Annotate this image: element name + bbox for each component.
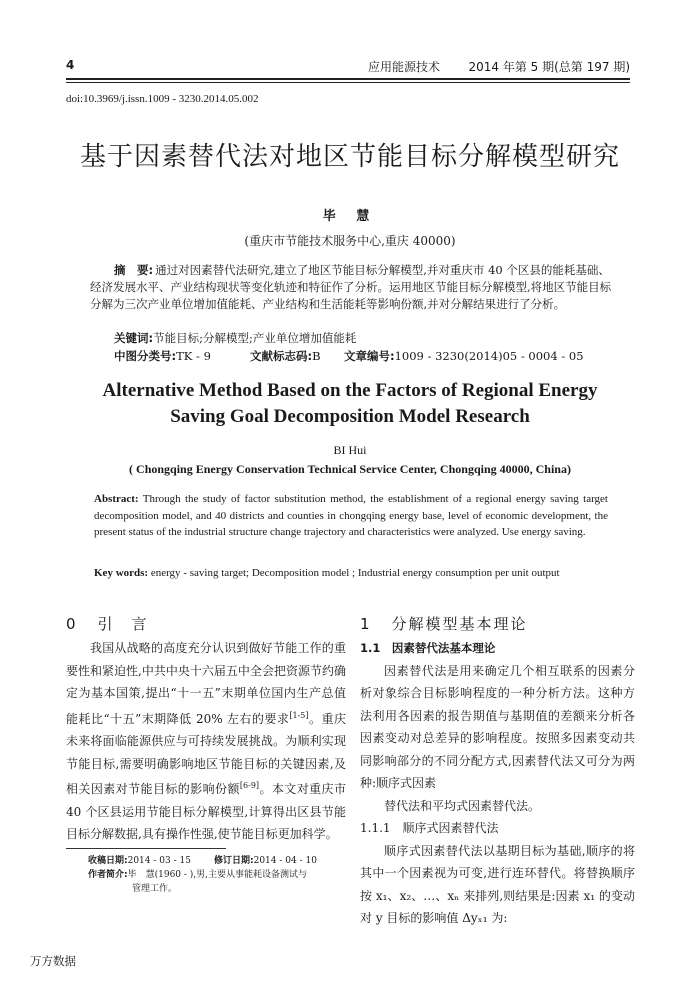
section-heading-theory: 1 分解模型基本理论 — [360, 615, 528, 633]
journal-name: 应用能源技术 — [368, 60, 441, 74]
chinese-title: 基于因素替代法对地区节能目标分解模型研究 — [79, 142, 620, 172]
english-affiliation: ( Chongqing Energy Conservation Technical Service Center, Chongqing 40000, China) — [129, 462, 571, 476]
watermark: 万方数据 — [30, 954, 76, 968]
chinese-author: 毕 慧 — [322, 209, 378, 224]
issue-info: 2014 年第 5 期(总第 197 期) — [468, 60, 630, 74]
section-heading-introduction: 0 引 言 — [66, 615, 149, 633]
subsubsection-heading: 1.1.1 顺序式因素替代法 — [360, 821, 499, 835]
doi: doi:10.3969/j.issn.1009 - 3230.2014.05.002 — [66, 93, 259, 105]
keywords-label: 关键词: — [114, 331, 154, 345]
abstract-text: 通过对因素替代法研究,建立了地区节能目标分解模型,并对重庆市 40 个区县的能耗基础、经济发展水平、产业结构现状等变化轨迹和特征作了分析。运用地区节能目标分解模型,将地区节能目标分解为三次产业单位增加值能耗、产业结构和生活能耗等影响份额,并对分解结果进行了分析。 — [90, 263, 612, 311]
running-header — [66, 58, 630, 76]
page-number: 4 — [66, 58, 75, 72]
theory-paragraph: 因素替代法是用来确定几个相互联系的因素分析对象综合目标影响程度的一种分析方法。这种方法利用各因素的报告期值与基期值的差额来分析各因素变动对总差异的影响程度。按照多因素变动共同影响部分的不同分配方式,因素替代法又可分为两种:顺序式因素 — [360, 663, 635, 790]
footnote-rule — [66, 848, 226, 849]
revised-date: 修订日期:2014 - 04 - 10 — [214, 856, 317, 866]
citation: [1-5] — [289, 710, 309, 720]
author-bio: 作者简介:毕 慧(1960 - ),男,主要从事能耗设备测试与 — [88, 870, 308, 880]
received-date: 收稿日期:2014 - 03 - 15 — [88, 856, 191, 866]
chinese-keywords — [114, 330, 356, 347]
article-number: 文章编号:1009 - 3230(2014)05 - 0004 - 05 — [344, 349, 584, 363]
citation: [6-9] — [239, 781, 260, 790]
clc-number: 中图分类号:TK - 9 — [114, 349, 211, 363]
keywords-text: 节能目标;分解模型;产业单位增加值能耗 — [153, 331, 357, 345]
english-keywords-text: energy - saving target; Decomposition model ; Industrial energy consumption per unit output — [148, 567, 560, 579]
abstract-label: 摘 要: — [114, 263, 154, 277]
right-column — [360, 611, 635, 930]
english-keywords-label: Key words: — [94, 567, 149, 579]
left-column — [66, 611, 346, 846]
author-bio-cont: 管理工作。 — [132, 884, 178, 894]
document-code: 文献标志码:B — [250, 349, 321, 363]
english-keywords — [94, 565, 608, 582]
introduction-paragraph: 我国从战略的高度充分认识到做好节能工作的重要性和紧迫性,中共中央十六届五中全会把资源节约确定为基本国策,提出“十一五”末期单位国内生产总值能耗比“十五”末期降低 20% 左右的要求[1-5]。重庆未来将面临能源供应与可持续发展挑战。为顺利实现节能目标,需要明确影响地区节能目标的关键因素,及相关因素对节能目标的影响份额[6-9]。本文对重庆市 40 个区县运用节能目标分解模型,计算得出区县节能目标分解数据,具有操作性强,使节能目标更加科学。 — [66, 641, 346, 841]
sequential-method-paragraph: 顺序式因素替代法以基期目标为基础,顺序的将其中一个因素视为可变,进行连环替代。将替换顺序按 x₁、x₂、…、xₙ 来排列,则结果是:因素 x₁ 的变动对 y 目标的影响值 Δyₓ₁ 为: — [360, 843, 635, 925]
chinese-abstract-body — [90, 262, 618, 313]
english-abstract-text: Through the study of factor substitution method, the establishment of a regional energy saving target decomposition model, and 40 districts and counties in chongqing energy base, level of economic development, the present status of the industrial structure change trajectory and characteristics were analyzed. Use energy saving. — [94, 493, 608, 538]
english-author: BI Hui — [333, 443, 367, 457]
footnote — [66, 854, 346, 896]
header-rule — [66, 78, 630, 80]
chinese-abstract — [90, 262, 618, 363]
header-rule-thin — [66, 82, 630, 83]
english-abstract-label: Abstract: — [94, 493, 139, 505]
english-title: Alternative Method Based on the Factors of Regional Energy Saving Goal Decomposition Model Research — [102, 380, 598, 427]
subsection-heading: 1.1 因素替代法基本理论 — [360, 641, 496, 655]
chinese-affiliation: (重庆市节能技术服务中心,重庆 40000) — [244, 234, 456, 248]
english-abstract — [94, 491, 608, 541]
theory-paragraph-cont: 替代法和平均式因素替代法。 — [384, 798, 541, 813]
